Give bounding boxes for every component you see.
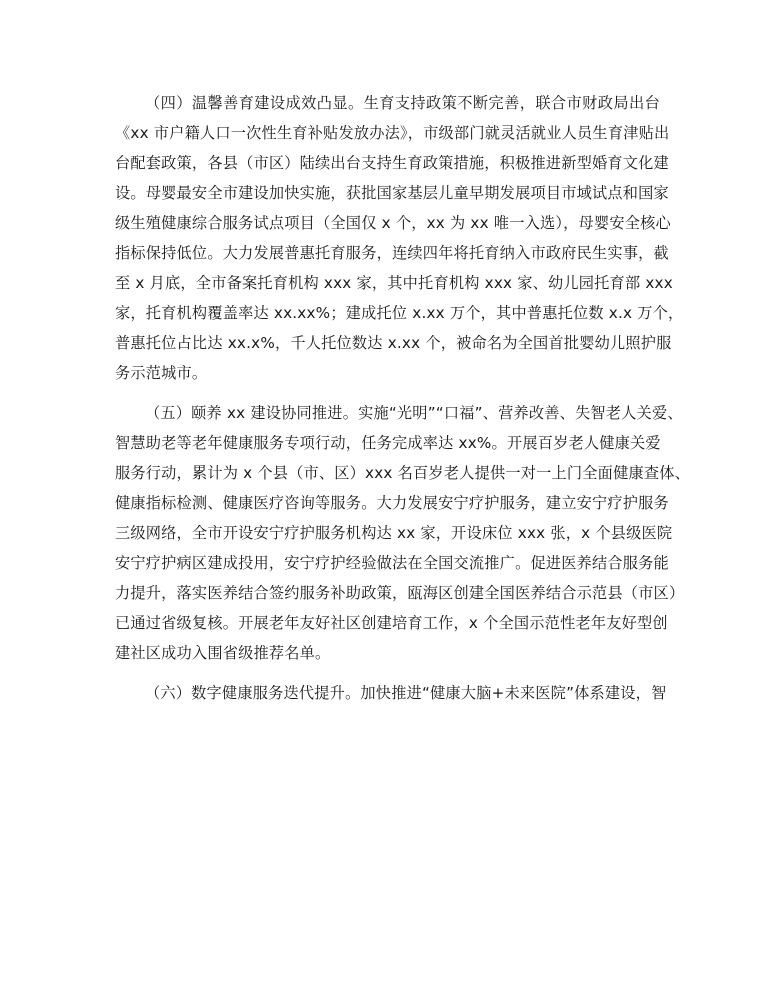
text-line: 设。母婴最安全市建设加快实施，获批国家基层儿童早期发展项目市域试点和国家 (115, 184, 669, 202)
text-line: （六）数字健康服务迭代提升。加快推进“健康大脑+未来医院”体系建设，智 (145, 684, 667, 702)
text-line: 普惠托位占比达 xx.x%，千人托位数达 x.xx 个，被命名为全国首批婴幼儿照护服 (115, 334, 672, 352)
text-line: 至 x 月底，全市备案托育机构 xxx 家，其中托育机构 xxx 家、幼儿园托育部 xxx (115, 274, 673, 292)
text-line: （五）颐养 xx 建设协同推进。实施“光明”“口福”、营养改善、失智老人关爱、 (145, 404, 683, 422)
paragraph-five (115, 398, 691, 668)
text-line: 安宁疗护病区建成投用，安宁疗护经验做法在全国交流推广。促进医养结合服务能 (115, 554, 669, 572)
text-line: 家，托育机构覆盖率达 xx.xx%；建成托位 x.xx 万个，其中普惠托位数 x.x 万个， (115, 304, 684, 322)
text-line: 建社区成功入围省级推荐名单。 (115, 644, 331, 662)
text-line: 三级网络，全市开设安宁疗护服务机构达 xx 家，开设床位 xxx 张，x 个县级医院 (115, 524, 673, 542)
text-line: 服务行动，累计为 x 个县（市、区）xxx 名百岁老人提供一对一上门全面健康查体、 (115, 464, 691, 482)
text-line: 已通过省级复核。开展老年友好社区创建培育工作，x 个全国示范性老年友好型创 (115, 614, 668, 632)
text-line: 台配套政策，各县（市区）陆续出台支持生育政策措施，积极推进新型婚育文化建 (115, 154, 669, 172)
text-line: 智慧助老等老年健康服务专项行动，任务完成率达 xx%。开展百岁老人健康关爱 (115, 434, 661, 452)
text-line: 力提升，落实医养结合签约服务补助政策，瓯海区创建全国医养结合示范县（市区） (115, 584, 685, 602)
text-line: 《xx 市户籍人口一次性生育补贴发放办法》，市级部门就灵活就业人员生育津贴出 (115, 124, 670, 142)
document-page (115, 88, 691, 718)
text-line: 务示范城市。 (115, 364, 208, 382)
text-line: 指标保持低位。大力发展普惠托育服务，连续四年将托育纳入市政府民生实事，截 (115, 244, 669, 262)
paragraph-four (115, 88, 684, 388)
text-line: （四）温馨善育建设成效凸显。生育支持政策不断完善，联合市财政局出台 (145, 94, 660, 112)
paragraph-six (115, 678, 667, 708)
text-line: 级生殖健康综合服务试点项目（全国仅 x 个，xx 为 xx 唯一入选），母婴安全核心 (115, 214, 671, 232)
text-line: 健康指标检测、健康医疗咨询等服务。大力发展安宁疗护服务，建立安宁疗护服务 (115, 494, 669, 512)
